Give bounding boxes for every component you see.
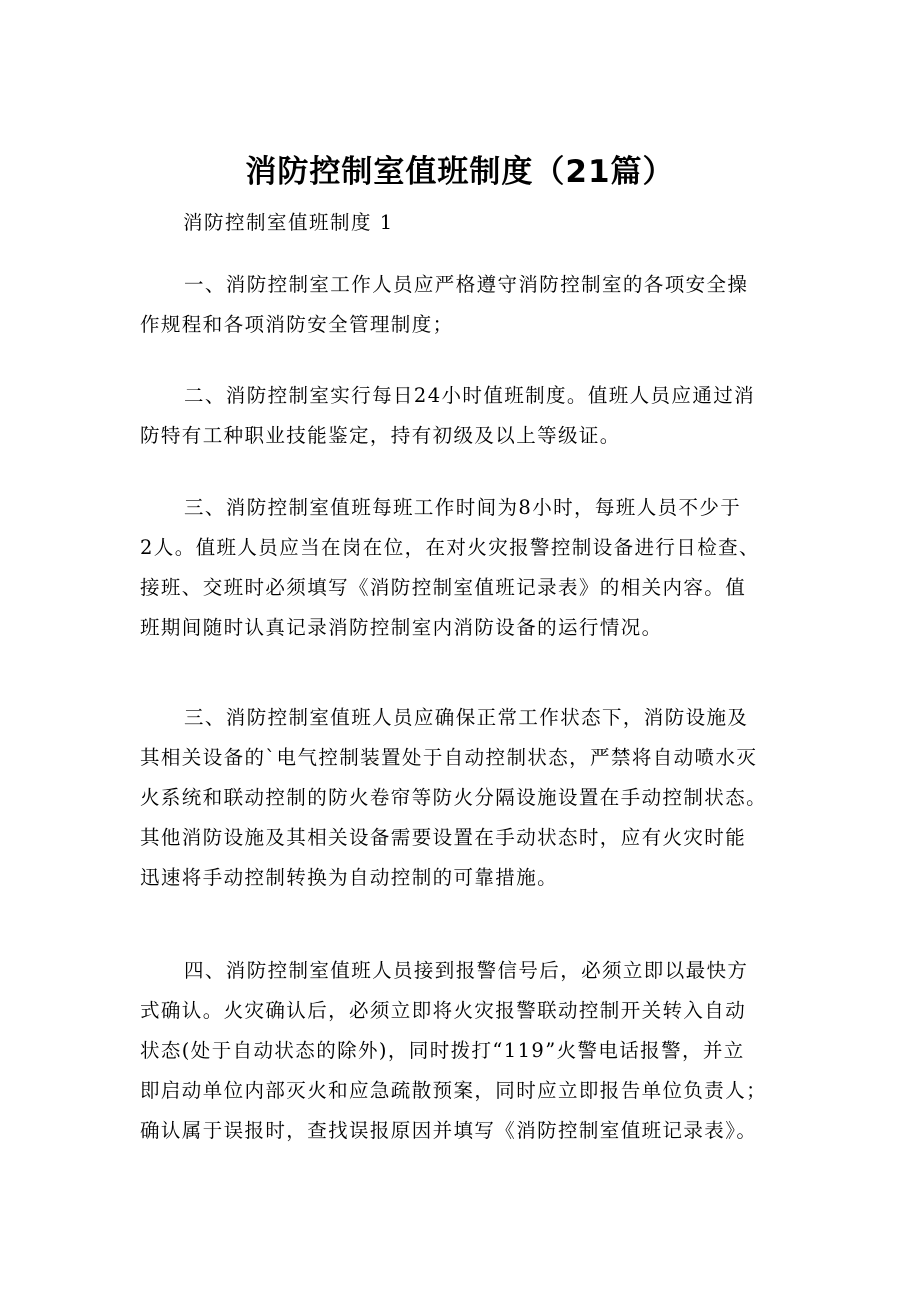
paragraph-line: 式确认。火灾确认后，必须立即将火灾报警联动控制开关转入自动 bbox=[140, 999, 747, 1022]
paragraph-line: 班期间随时认真记录消防控制室内消防设备的运行情况。 bbox=[140, 616, 663, 639]
paragraph-2 bbox=[140, 376, 800, 456]
paragraph-line: 2人。值班人员应当在岗在位，在对火灾报警控制设备进行日检查、 bbox=[140, 536, 760, 559]
paragraph-line: 确认属于误报时，查找误报原因并填写《消防控制室值班记录表》。 bbox=[140, 1119, 758, 1142]
paragraph-line: 二、消防控制室实行每日24小时值班制度。值班人员应通过消 bbox=[184, 384, 756, 407]
paragraph-line: 其他消防设施及其相关设备需要设置在手动状态时，应有火灾时能 bbox=[140, 826, 747, 849]
paragraph-line: 接班、交班时必须填写《消防控制室值班记录表》的相关内容。值 bbox=[140, 576, 747, 599]
paragraph-line: 其相关设备的`电气控制装置处于自动控制状态，严禁将自动喷水灭 bbox=[140, 746, 758, 769]
paragraph-line: 即启动单位内部灭火和应急疏散预案，同时应立即报告单位负责人； bbox=[140, 1079, 768, 1102]
paragraph-line: 一、消防控制室工作人员应严格遵守消防控制室的各项安全操 bbox=[184, 273, 749, 296]
paragraph-line: 作规程和各项消防安全管理制度； bbox=[140, 313, 454, 336]
paragraph-line: 三、消防控制室值班每班工作时间为8小时，每班人员不少于 bbox=[184, 496, 742, 519]
paragraph-4 bbox=[140, 698, 800, 898]
paragraph-line: 三、消防控制室值班人员应确保正常工作状态下，消防设施及 bbox=[184, 706, 749, 729]
paragraph-line: 迅速将手动控制转换为自动控制的可靠措施。 bbox=[140, 866, 559, 889]
paragraph-3 bbox=[140, 488, 800, 648]
paragraph-1 bbox=[140, 265, 800, 345]
paragraph-5 bbox=[140, 951, 800, 1151]
paragraph-line: 火系统和联动控制的防火卷帘等防火分隔设施设置在手动控制状态。 bbox=[140, 786, 768, 809]
paragraph-line: 状态(处于自动状态的除外)，同时拨打“119”火警电话报警，并立 bbox=[140, 1039, 745, 1062]
paragraph-line: 防特有工种职业技能鉴定，持有初级及以上等级证。 bbox=[140, 424, 621, 447]
section-heading: 消防控制室值班制度 1 bbox=[183, 211, 394, 234]
paragraph-line: 四、消防控制室值班人员接到报警信号后，必须立即以最快方 bbox=[184, 959, 749, 982]
document-title: 消防控制室值班制度（21篇） bbox=[245, 154, 675, 190]
